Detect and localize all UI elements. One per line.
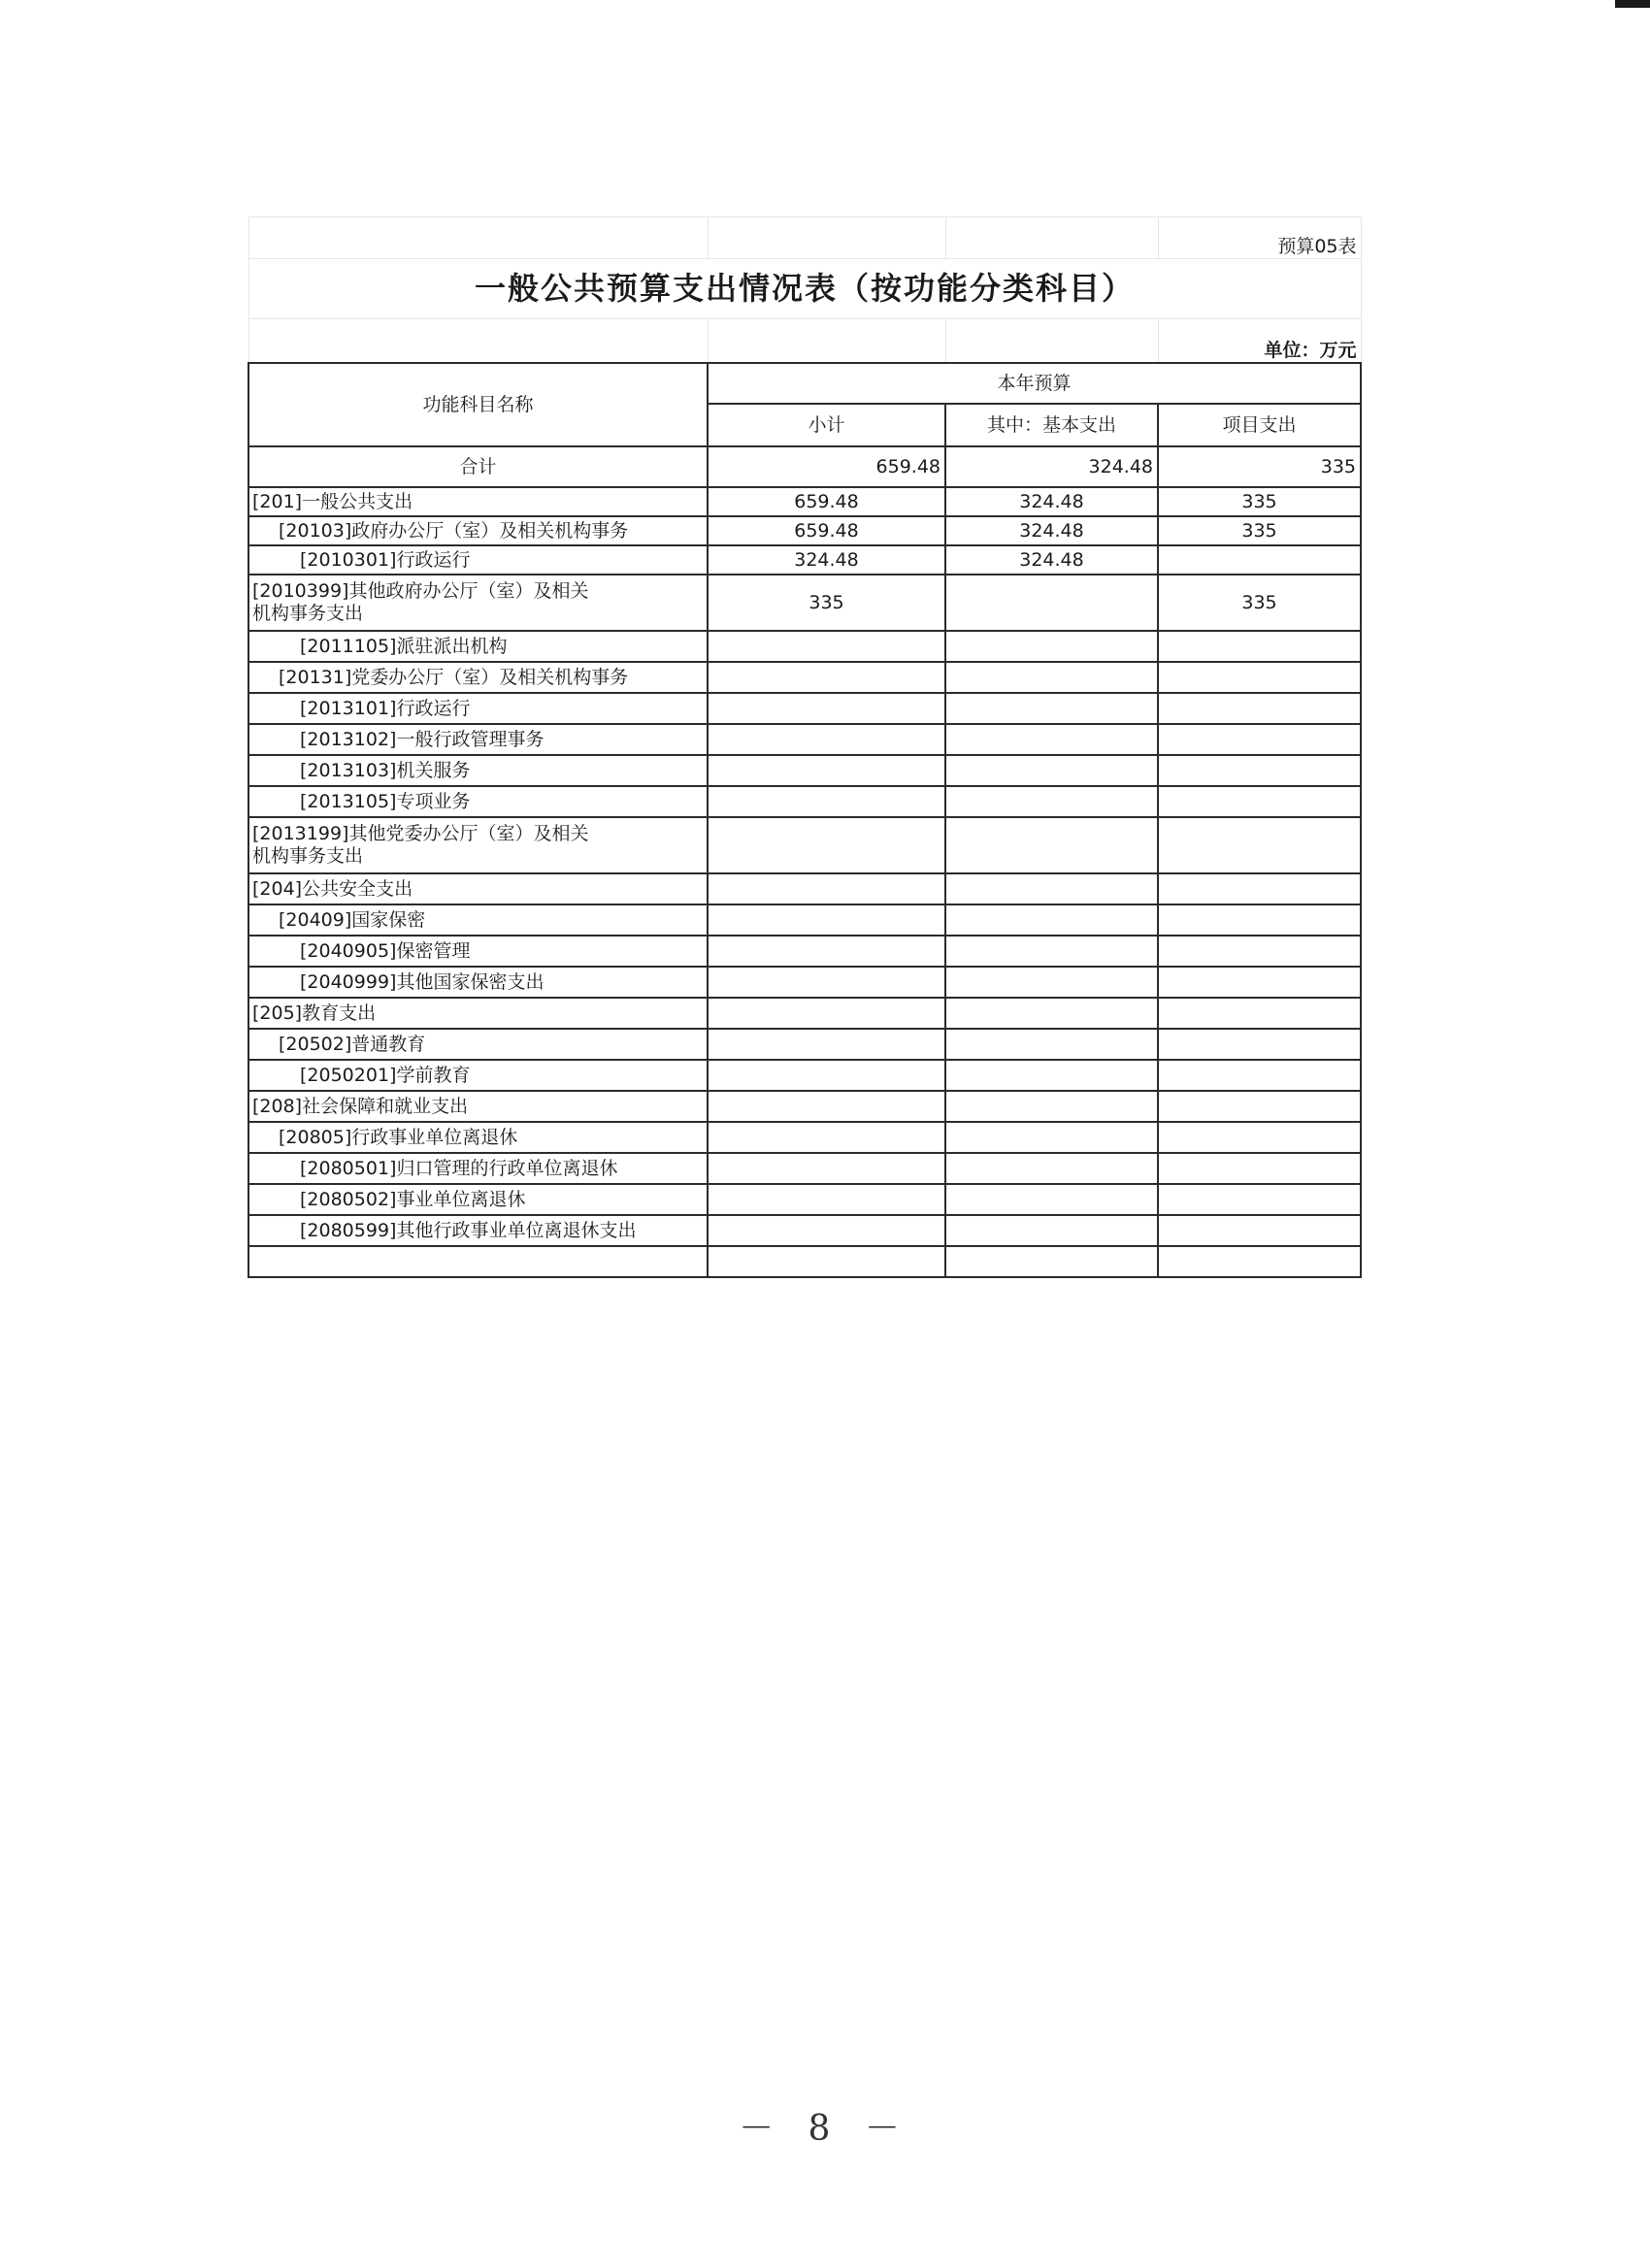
table-row [248, 631, 1361, 662]
unit-row [248, 319, 1361, 364]
row-project: 335 [1158, 487, 1361, 516]
total-subtotal: 659.48 [708, 446, 945, 487]
row-subtotal [708, 1091, 945, 1122]
row-project [1158, 1184, 1361, 1215]
row-basic [945, 1215, 1158, 1246]
table-row [248, 575, 1361, 631]
row-name: [205]教育支出 [248, 998, 708, 1029]
row-name: [2013102]一般行政管理事务 [248, 724, 708, 755]
row-project [1158, 693, 1361, 724]
row-name: [2013101]行政运行 [248, 693, 708, 724]
row-basic [945, 936, 1158, 967]
table-row [248, 545, 1361, 575]
table-row [248, 1091, 1361, 1122]
table-row [248, 1029, 1361, 1060]
row-project: 335 [1158, 516, 1361, 545]
row-project [1158, 904, 1361, 936]
row-subtotal [708, 1184, 945, 1215]
row-basic: 324.48 [945, 487, 1158, 516]
row-subtotal [708, 967, 945, 998]
table-row [248, 967, 1361, 998]
row-name: [2013105]专项业务 [248, 786, 708, 817]
row-name: [201]一般公共支出 [248, 487, 708, 516]
row-project [1158, 967, 1361, 998]
form-number-row [248, 217, 1361, 259]
row-subtotal [708, 1060, 945, 1091]
row-subtotal [708, 755, 945, 786]
total-project: 335 [1158, 446, 1361, 487]
row-basic [945, 755, 1158, 786]
table-row [248, 724, 1361, 755]
table-row [248, 1184, 1361, 1215]
scan-edge-mark [1615, 0, 1650, 8]
row-basic [945, 817, 1158, 873]
row-subtotal [708, 786, 945, 817]
row-name: [2011105]派驻派出机构 [248, 631, 708, 662]
row-name: [2013103]机关服务 [248, 755, 708, 786]
row-project [1158, 1029, 1361, 1060]
form-number: 预算05表 [1158, 217, 1361, 259]
unit-label: 单位：万元 [1158, 319, 1361, 364]
table-row [248, 755, 1361, 786]
row-basic [945, 1060, 1158, 1091]
row-subtotal [708, 724, 945, 755]
row-name: [20131]党委办公厅（室）及相关机构事务 [248, 662, 708, 693]
row-subtotal [708, 631, 945, 662]
row-name: [2050201]学前教育 [248, 1060, 708, 1091]
total-label: 合计 [248, 446, 708, 487]
table-row [248, 1153, 1361, 1184]
row-project [1158, 1122, 1361, 1153]
row-name: [2080599]其他行政事业单位离退休支出 [248, 1215, 708, 1246]
row-basic [945, 1122, 1158, 1153]
row-project [1158, 817, 1361, 873]
row-name: [2080501]归口管理的行政单位离退休 [248, 1153, 708, 1184]
row-basic: 324.48 [945, 516, 1158, 545]
row-basic: 324.48 [945, 545, 1158, 575]
row-subtotal [708, 1029, 945, 1060]
row-project [1158, 1215, 1361, 1246]
row-basic [945, 631, 1158, 662]
row-project [1158, 1153, 1361, 1184]
row-subtotal: 659.48 [708, 487, 945, 516]
col-header-name: 功能科目名称 [248, 363, 708, 446]
row-subtotal [708, 817, 945, 873]
row-name: [2080502]事业单位离退休 [248, 1184, 708, 1215]
col-header-subtotal: 小计 [708, 404, 945, 446]
row-project [1158, 631, 1361, 662]
row-basic [945, 1091, 1158, 1122]
row-basic [945, 904, 1158, 936]
row-basic [945, 724, 1158, 755]
col-header-group: 本年预算 [708, 363, 1361, 404]
table-row [248, 1122, 1361, 1153]
table-row [248, 693, 1361, 724]
row-project [1158, 755, 1361, 786]
col-header-basic: 其中：基本支出 [945, 404, 1158, 446]
table-title: 一般公共预算支出情况表（按功能分类科目） [248, 259, 1361, 319]
row-subtotal [708, 1215, 945, 1246]
row-basic [945, 873, 1158, 904]
table-row [248, 487, 1361, 516]
table-row [248, 1060, 1361, 1091]
row-subtotal [708, 693, 945, 724]
row-project [1158, 1091, 1361, 1122]
row-project [1158, 662, 1361, 693]
row-project [1158, 786, 1361, 817]
row-name: [2010301]行政运行 [248, 545, 708, 575]
row-subtotal [708, 1122, 945, 1153]
row-name: [2010399]其他政府办公厅（室）及相关 机构事务支出 [248, 575, 708, 631]
table-row [248, 662, 1361, 693]
row-subtotal [708, 873, 945, 904]
row-subtotal [708, 662, 945, 693]
row-basic [945, 786, 1158, 817]
row-name: [2013199]其他党委办公厅（室）及相关 机构事务支出 [248, 817, 708, 873]
row-project [1158, 724, 1361, 755]
row-name: [20502]普通教育 [248, 1029, 708, 1060]
row-project [1158, 873, 1361, 904]
row-subtotal [708, 1153, 945, 1184]
row-subtotal [708, 904, 945, 936]
row-basic [945, 1029, 1158, 1060]
table-row [248, 516, 1361, 545]
row-basic [945, 967, 1158, 998]
row-basic [945, 693, 1158, 724]
blank-row [248, 1246, 1361, 1277]
table-row [248, 936, 1361, 967]
table-row [248, 786, 1361, 817]
row-subtotal: 659.48 [708, 516, 945, 545]
table-row [248, 998, 1361, 1029]
table-row [248, 817, 1361, 873]
row-subtotal [708, 998, 945, 1029]
header-row-1 [248, 363, 1361, 404]
row-project [1158, 545, 1361, 575]
total-row [248, 446, 1361, 487]
row-name: [20409]国家保密 [248, 904, 708, 936]
row-basic [945, 662, 1158, 693]
budget-table [248, 216, 1362, 1278]
row-project [1158, 936, 1361, 967]
row-basic [945, 575, 1158, 631]
row-project [1158, 1060, 1361, 1091]
total-basic: 324.48 [945, 446, 1158, 487]
row-name: [2040999]其他国家保密支出 [248, 967, 708, 998]
row-project [1158, 998, 1361, 1029]
row-subtotal [708, 936, 945, 967]
row-subtotal: 324.48 [708, 545, 945, 575]
col-header-project: 项目支出 [1158, 404, 1361, 446]
table-row [248, 873, 1361, 904]
row-subtotal: 335 [708, 575, 945, 631]
page-number: － 8 － [739, 2109, 911, 2149]
row-name: [2040905]保密管理 [248, 936, 708, 967]
row-project: 335 [1158, 575, 1361, 631]
row-basic [945, 998, 1158, 1029]
row-name: [208]社会保障和就业支出 [248, 1091, 708, 1122]
row-basic [945, 1153, 1158, 1184]
table-row [248, 1215, 1361, 1246]
table-row [248, 904, 1361, 936]
row-name: [204]公共安全支出 [248, 873, 708, 904]
row-name: [20103]政府办公厅（室）及相关机构事务 [248, 516, 708, 545]
budget-sheet [248, 216, 1360, 1278]
title-row [248, 259, 1361, 319]
row-basic [945, 1184, 1158, 1215]
row-name: [20805]行政事业单位离退休 [248, 1122, 708, 1153]
